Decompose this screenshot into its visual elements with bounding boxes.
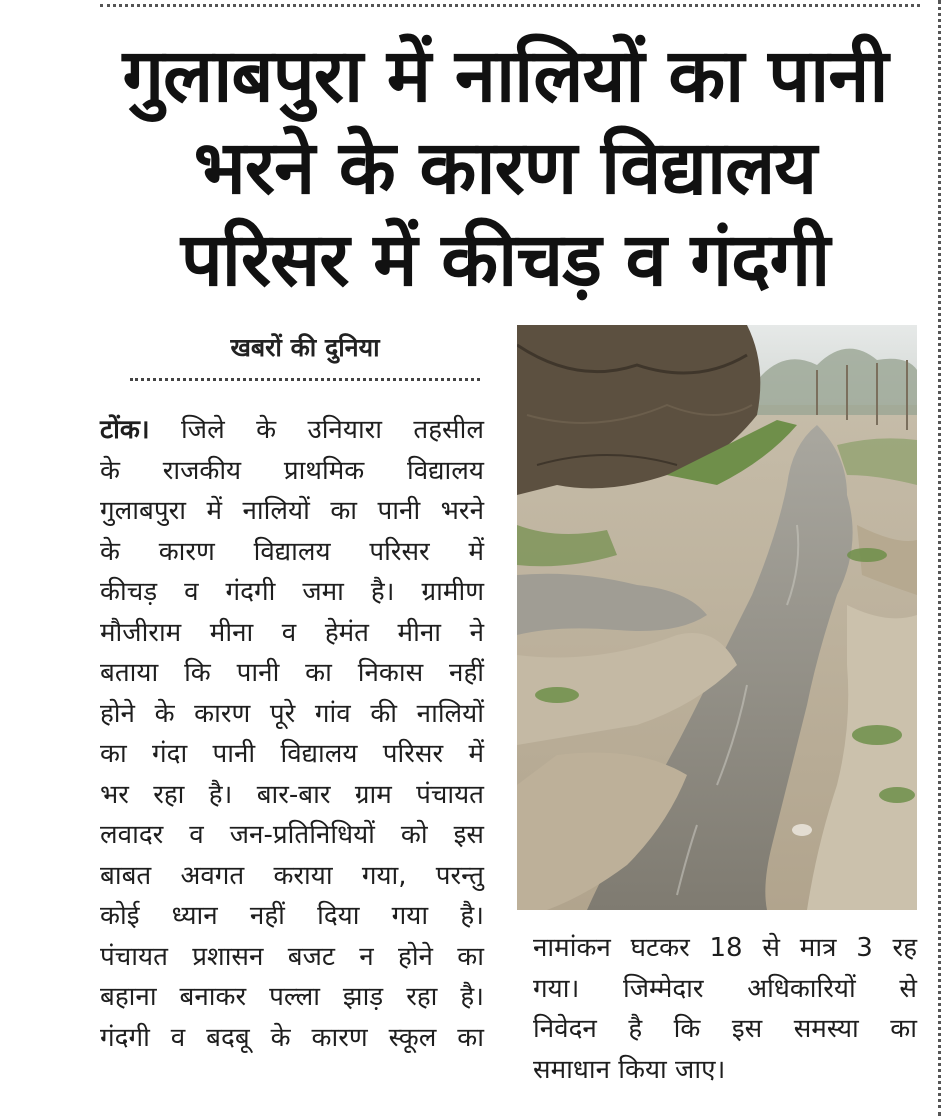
body-line: के कारण विद्यालय परिसर में (100, 536, 484, 567)
body-line: का गंदा पानी विद्यालय परिसर में (100, 739, 484, 769)
body-line: नामांकन घटकर 18 से मात्र 3 रह (533, 933, 917, 963)
article-body-right-column (533, 928, 917, 1090)
dateline: टोंक। (100, 415, 150, 445)
article-body-left-column (100, 410, 484, 1058)
byline: खबरों की दुनिया (230, 333, 380, 362)
body-line: के राजकीय प्राथमिक विद्यालय (100, 455, 484, 486)
body-line: बताया कि पानी का निकास नहीं (100, 658, 484, 688)
body-line: गया। जिम्मेदार अधिकारियों से (533, 973, 917, 1004)
news-photo (517, 325, 917, 910)
body-line: निवेदन है कि इस समस्या का (533, 1014, 917, 1044)
muddy-lane-photo (517, 325, 917, 910)
body-line: गुलाबपुरा में नालियों का पानी भरने (100, 496, 484, 526)
headline-line-1: गुलाबपुरा में नालियों का पानी (122, 33, 888, 119)
byline-dotted-rule (130, 378, 480, 381)
body-line: पंचायत प्रशासन बजट न होने का (100, 941, 484, 972)
headline (60, 30, 945, 306)
top-dotted-rule (100, 4, 920, 7)
body-line: मौजीराम मीना व हेमंत मीना ने (100, 617, 484, 648)
body-line: टोंक। जिले के उनियारा तहसील (100, 415, 484, 445)
body-line: कोई ध्यान नहीं दिया गया है। (100, 901, 484, 931)
body-line: भर रहा है। बार-बार ग्राम पंचायत (100, 779, 484, 810)
body-line: कीचड़ व गंदगी जमा है। ग्रामीण (100, 577, 484, 607)
body-line: होने के कारण पूरे गांव की नालियों (100, 698, 484, 729)
headline-line-3: परिसर में कीचड़ व गंदगी (180, 217, 830, 303)
body-line: लवादर व जन-प्रतिनिधियों को इस (100, 820, 484, 850)
body-line: गंदगी व बदबू के कारण स्कूल का (100, 1022, 484, 1053)
body-line: बाबत अवगत कराया गया, परन्तु (100, 860, 484, 891)
body-line: बहाना बनाकर पल्ला झाड़ रहा है। (100, 982, 484, 1012)
headline-line-2: भरने के कारण विद्यालय (193, 125, 817, 211)
body-line: समाधान किया जाए। (533, 1054, 726, 1085)
